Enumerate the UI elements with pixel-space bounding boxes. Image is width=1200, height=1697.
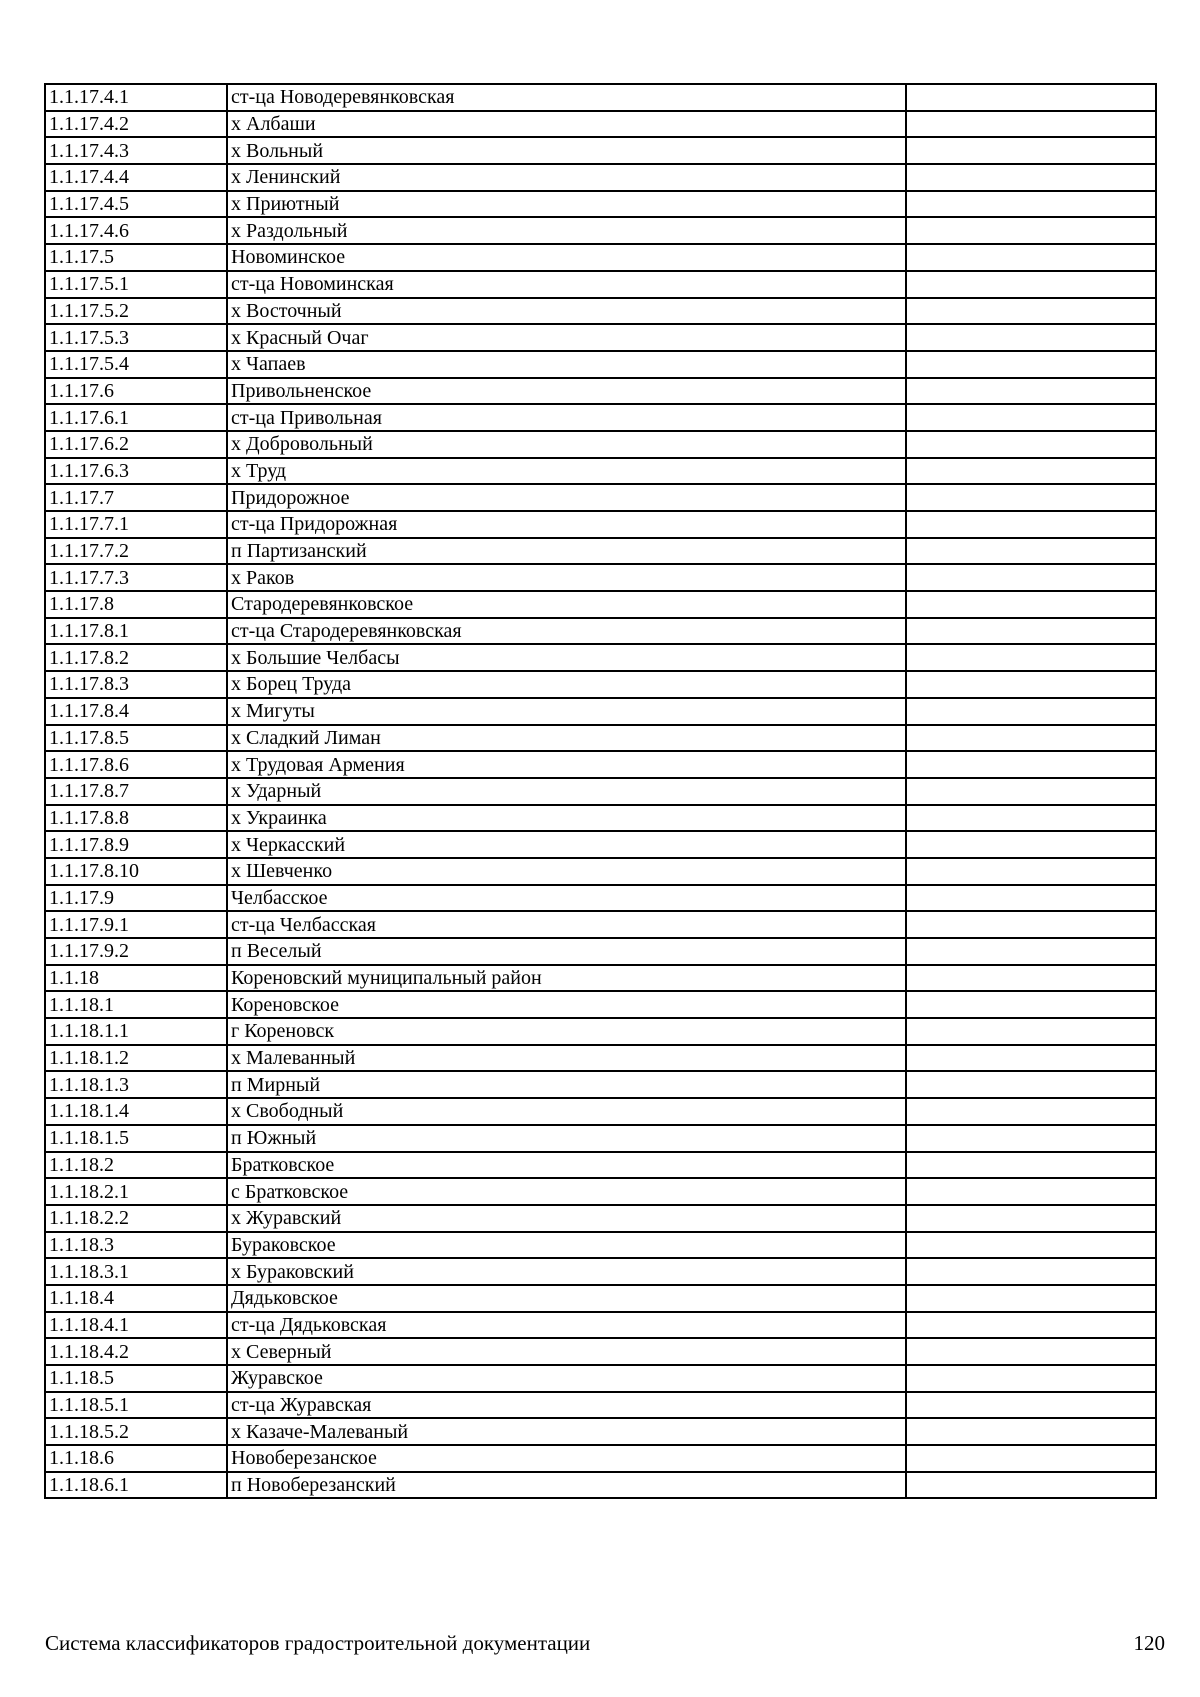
table-row	[45, 751, 1156, 778]
cell-extra	[906, 511, 1156, 538]
cell-code: 1.1.18.1.5	[45, 1125, 227, 1152]
cell-name: п Новоберезанский	[227, 1472, 906, 1499]
cell-name: х Чапаев	[227, 351, 906, 378]
cell-code: 1.1.17.5	[45, 244, 227, 271]
cell-code: 1.1.17.4.3	[45, 137, 227, 164]
table-row	[45, 1392, 1156, 1419]
cell-name: х Раздольный	[227, 217, 906, 244]
cell-name: х Приютный	[227, 191, 906, 218]
cell-extra	[906, 1205, 1156, 1232]
cell-name: Стародеревянковское	[227, 591, 906, 618]
cell-name: х Восточный	[227, 298, 906, 325]
cell-code: 1.1.17.8.9	[45, 831, 227, 858]
cell-name: х Журавский	[227, 1205, 906, 1232]
cell-code: 1.1.18.4.2	[45, 1338, 227, 1365]
cell-name: х Трудовая Армения	[227, 751, 906, 778]
table-row	[45, 1418, 1156, 1445]
cell-code: 1.1.18.3	[45, 1232, 227, 1259]
table-row	[45, 1445, 1156, 1472]
cell-extra	[906, 1125, 1156, 1152]
cell-extra	[906, 137, 1156, 164]
cell-extra	[906, 404, 1156, 431]
cell-extra	[906, 1338, 1156, 1365]
table-row	[45, 1232, 1156, 1259]
cell-code: 1.1.18.2.2	[45, 1205, 227, 1232]
table-row	[45, 591, 1156, 618]
cell-extra	[906, 831, 1156, 858]
cell-code: 1.1.17.7	[45, 484, 227, 511]
cell-extra	[906, 858, 1156, 885]
table-row	[45, 1071, 1156, 1098]
cell-code: 1.1.17.8.1	[45, 618, 227, 645]
table-row	[45, 511, 1156, 538]
cell-extra	[906, 644, 1156, 671]
cell-extra	[906, 618, 1156, 645]
table-row	[45, 965, 1156, 992]
cell-name: п Партизанский	[227, 538, 906, 565]
cell-code: 1.1.17.4.2	[45, 111, 227, 138]
table-row	[45, 778, 1156, 805]
table-row	[45, 137, 1156, 164]
cell-code: 1.1.17.8.8	[45, 805, 227, 832]
cell-code: 1.1.18.4.1	[45, 1312, 227, 1339]
cell-name: ст-ца Журавская	[227, 1392, 906, 1419]
cell-code: 1.1.17.8.2	[45, 644, 227, 671]
cell-extra	[906, 538, 1156, 565]
table-row	[45, 164, 1156, 191]
cell-name: ст-ца Новодеревянковская	[227, 84, 906, 111]
cell-extra	[906, 1045, 1156, 1072]
cell-name: х Северный	[227, 1338, 906, 1365]
table-row	[45, 351, 1156, 378]
cell-name: х Шевченко	[227, 858, 906, 885]
table-row	[45, 538, 1156, 565]
cell-code: 1.1.17.8.5	[45, 725, 227, 752]
cell-extra	[906, 725, 1156, 752]
cell-extra	[906, 1472, 1156, 1499]
classifier-table	[44, 83, 1157, 1499]
cell-name: х Малеванный	[227, 1045, 906, 1072]
cell-name: Кореновское	[227, 991, 906, 1018]
cell-code: 1.1.17.4.1	[45, 84, 227, 111]
cell-name: с Братковское	[227, 1178, 906, 1205]
table-row	[45, 1098, 1156, 1125]
cell-extra	[906, 1418, 1156, 1445]
table-row	[45, 217, 1156, 244]
cell-name: ст-ца Привольная	[227, 404, 906, 431]
table-row	[45, 378, 1156, 405]
table-row	[45, 1285, 1156, 1312]
cell-name: Новоберезанское	[227, 1445, 906, 1472]
table-row	[45, 1258, 1156, 1285]
table-row	[45, 618, 1156, 645]
cell-code: 1.1.17.8.6	[45, 751, 227, 778]
table-row	[45, 1472, 1156, 1499]
table-row	[45, 698, 1156, 725]
table-row	[45, 805, 1156, 832]
cell-extra	[906, 1445, 1156, 1472]
cell-code: 1.1.18.1	[45, 991, 227, 1018]
cell-code: 1.1.17.9	[45, 885, 227, 912]
cell-extra	[906, 1392, 1156, 1419]
table-row	[45, 938, 1156, 965]
cell-name: х Мигуты	[227, 698, 906, 725]
cell-name: х Сладкий Лиман	[227, 725, 906, 752]
cell-extra	[906, 591, 1156, 618]
cell-code: 1.1.17.8.7	[45, 778, 227, 805]
table-row	[45, 84, 1156, 111]
table-row	[45, 271, 1156, 298]
cell-code: 1.1.17.5.4	[45, 351, 227, 378]
cell-name: х Казаче-Малеваный	[227, 1418, 906, 1445]
table-row	[45, 671, 1156, 698]
cell-code: 1.1.17.4.4	[45, 164, 227, 191]
cell-name: х Албаши	[227, 111, 906, 138]
cell-extra	[906, 1071, 1156, 1098]
table-row	[45, 1205, 1156, 1232]
cell-extra	[906, 1312, 1156, 1339]
cell-name: Журавское	[227, 1365, 906, 1392]
cell-extra	[906, 1152, 1156, 1179]
cell-code: 1.1.17.8	[45, 591, 227, 618]
cell-extra	[906, 938, 1156, 965]
cell-code: 1.1.17.9.2	[45, 938, 227, 965]
cell-extra	[906, 84, 1156, 111]
cell-code: 1.1.18.3.1	[45, 1258, 227, 1285]
cell-extra	[906, 991, 1156, 1018]
cell-extra	[906, 1098, 1156, 1125]
cell-name: х Черкасский	[227, 831, 906, 858]
cell-code: 1.1.17.5.1	[45, 271, 227, 298]
cell-extra	[906, 778, 1156, 805]
cell-code: 1.1.18.5	[45, 1365, 227, 1392]
cell-extra	[906, 298, 1156, 325]
cell-name: ст-ца Новоминская	[227, 271, 906, 298]
cell-extra	[906, 458, 1156, 485]
table-row	[45, 644, 1156, 671]
cell-name: п Веселый	[227, 938, 906, 965]
table-row	[45, 1125, 1156, 1152]
table-row	[45, 831, 1156, 858]
table-row	[45, 1178, 1156, 1205]
cell-code: 1.1.18.1.2	[45, 1045, 227, 1072]
table-row	[45, 324, 1156, 351]
cell-extra	[906, 1365, 1156, 1392]
cell-name: ст-ца Придорожная	[227, 511, 906, 538]
cell-extra	[906, 431, 1156, 458]
footer-page-number: 120	[1133, 1631, 1165, 1655]
cell-name: Новоминское	[227, 244, 906, 271]
cell-name: х Вольный	[227, 137, 906, 164]
table-row	[45, 1365, 1156, 1392]
table-row	[45, 244, 1156, 271]
table-row	[45, 1018, 1156, 1045]
cell-code: 1.1.17.5.2	[45, 298, 227, 325]
cell-name: х Украинка	[227, 805, 906, 832]
cell-code: 1.1.18.2.1	[45, 1178, 227, 1205]
table-row	[45, 404, 1156, 431]
cell-code: 1.1.17.9.1	[45, 911, 227, 938]
cell-code: 1.1.18.1.3	[45, 1071, 227, 1098]
cell-code: 1.1.17.6.3	[45, 458, 227, 485]
cell-extra	[906, 1178, 1156, 1205]
table-row	[45, 858, 1156, 885]
cell-extra	[906, 1285, 1156, 1312]
cell-extra	[906, 965, 1156, 992]
table-row	[45, 564, 1156, 591]
table-row	[45, 1312, 1156, 1339]
cell-code: 1.1.18.1.4	[45, 1098, 227, 1125]
cell-code: 1.1.17.4.5	[45, 191, 227, 218]
cell-extra	[906, 271, 1156, 298]
table-row	[45, 1045, 1156, 1072]
cell-code: 1.1.17.4.6	[45, 217, 227, 244]
cell-extra	[906, 378, 1156, 405]
cell-extra	[906, 191, 1156, 218]
cell-code: 1.1.17.5.3	[45, 324, 227, 351]
cell-code: 1.1.17.7.3	[45, 564, 227, 591]
table-row	[45, 431, 1156, 458]
table-row	[45, 991, 1156, 1018]
cell-name: Бураковское	[227, 1232, 906, 1259]
cell-code: 1.1.18.5.1	[45, 1392, 227, 1419]
cell-extra	[906, 164, 1156, 191]
cell-name: х Красный Очаг	[227, 324, 906, 351]
table-row	[45, 484, 1156, 511]
cell-extra	[906, 1258, 1156, 1285]
cell-name: х Бураковский	[227, 1258, 906, 1285]
classifier-table-body	[45, 84, 1156, 1498]
cell-code: 1.1.18.5.2	[45, 1418, 227, 1445]
cell-name: ст-ца Челбасская	[227, 911, 906, 938]
cell-code: 1.1.17.8.4	[45, 698, 227, 725]
cell-name: Кореновский муниципальный район	[227, 965, 906, 992]
cell-name: п Южный	[227, 1125, 906, 1152]
table-row	[45, 111, 1156, 138]
cell-code: 1.1.18.4	[45, 1285, 227, 1312]
cell-code: 1.1.18.6	[45, 1445, 227, 1472]
table-row	[45, 458, 1156, 485]
cell-extra	[906, 484, 1156, 511]
cell-code: 1.1.18.6.1	[45, 1472, 227, 1499]
cell-name: Дядьковское	[227, 1285, 906, 1312]
cell-name: Братковское	[227, 1152, 906, 1179]
cell-extra	[906, 324, 1156, 351]
cell-extra	[906, 698, 1156, 725]
cell-code: 1.1.17.8.10	[45, 858, 227, 885]
cell-name: х Раков	[227, 564, 906, 591]
cell-extra	[906, 111, 1156, 138]
cell-name: п Мирный	[227, 1071, 906, 1098]
cell-name: х Ударный	[227, 778, 906, 805]
cell-name: Челбасское	[227, 885, 906, 912]
table-row	[45, 1338, 1156, 1365]
cell-name: Привольненское	[227, 378, 906, 405]
cell-extra	[906, 751, 1156, 778]
footer-document-title: Система классификаторов градостроительной документации	[45, 1631, 591, 1655]
cell-extra	[906, 244, 1156, 271]
cell-code: 1.1.17.8.3	[45, 671, 227, 698]
table-row	[45, 191, 1156, 218]
cell-name: х Труд	[227, 458, 906, 485]
cell-code: 1.1.18.1.1	[45, 1018, 227, 1045]
cell-code: 1.1.17.6	[45, 378, 227, 405]
cell-name: х Добровольный	[227, 431, 906, 458]
table-row	[45, 298, 1156, 325]
cell-name: х Свободный	[227, 1098, 906, 1125]
cell-code: 1.1.18	[45, 965, 227, 992]
table-row	[45, 1152, 1156, 1179]
cell-name: Придорожное	[227, 484, 906, 511]
cell-extra	[906, 1018, 1156, 1045]
table-row	[45, 911, 1156, 938]
cell-name: х Ленинский	[227, 164, 906, 191]
cell-code: 1.1.17.7.1	[45, 511, 227, 538]
cell-extra	[906, 351, 1156, 378]
cell-extra	[906, 911, 1156, 938]
cell-code: 1.1.17.6.1	[45, 404, 227, 431]
table-row	[45, 885, 1156, 912]
cell-extra	[906, 805, 1156, 832]
cell-extra	[906, 564, 1156, 591]
cell-name: г Кореновск	[227, 1018, 906, 1045]
cell-code: 1.1.17.7.2	[45, 538, 227, 565]
cell-extra	[906, 885, 1156, 912]
cell-extra	[906, 671, 1156, 698]
cell-extra	[906, 1232, 1156, 1259]
cell-code: 1.1.18.2	[45, 1152, 227, 1179]
cell-name: х Борец Труда	[227, 671, 906, 698]
cell-name: ст-ца Стародеревянковская	[227, 618, 906, 645]
table-row	[45, 725, 1156, 752]
cell-name: х Большие Челбасы	[227, 644, 906, 671]
cell-extra	[906, 217, 1156, 244]
cell-code: 1.1.17.6.2	[45, 431, 227, 458]
cell-name: ст-ца Дядьковская	[227, 1312, 906, 1339]
